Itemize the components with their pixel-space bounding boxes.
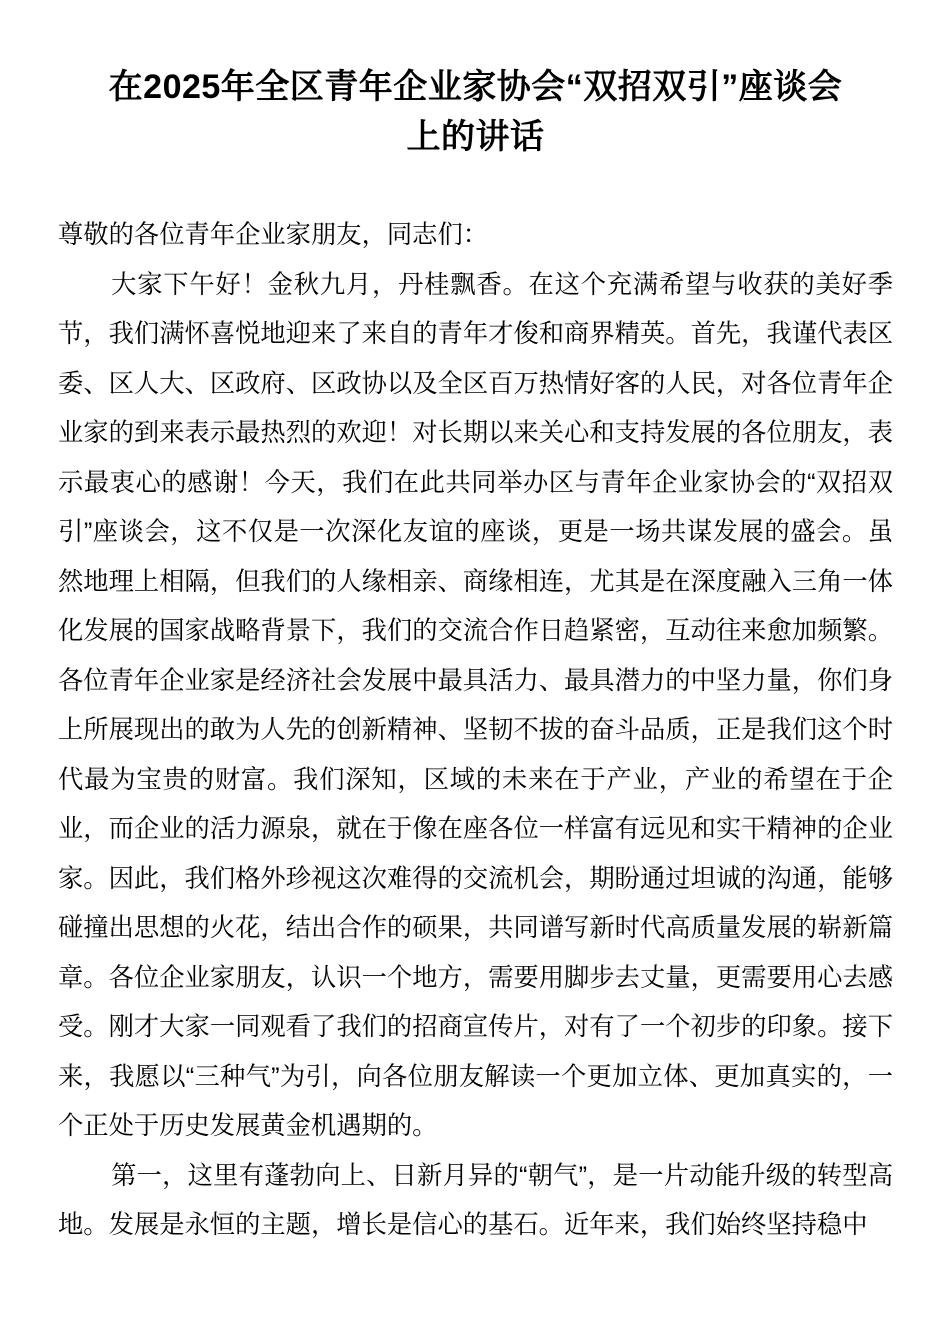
document-body <box>58 211 893 1251</box>
document-title-line-2: 上的讲话 <box>406 118 545 156</box>
document-title-line-1: 在2025年全区青年企业家协会“双招双引”座谈会 <box>108 68 843 106</box>
document-title <box>58 62 893 162</box>
salutation-paragraph: 尊敬的各位青年企业家朋友，同志们： <box>58 221 489 249</box>
opening-paragraph: 大家下午好！金秋九月，丹桂飘香。在这个充满希望与收获的美好季节，我们满怀喜悦地迎来了来自的青年才俊和商界精英。首先，我谨代表区委、区人大、区政府、区政协以及全区百万热情好客的人民，对各位青年企业家的到来表示最热烈的欢迎！对长期以来关心和支持发展的各位朋友，表示最衷心的感谢！今天，我们在此共同举办区与青年企业家协会的“双招双引”座谈会，这不仅是一次深化友谊的座谈，更是一场共谋发展的盛会。虽然地理上相隔，但我们的人缘相亲、商缘相连，尤其是在深度融入三角一体化发展的国家战略背景下，我们的交流合作日趋紧密，互动往来愈加频繁。各位青年企业家是经济社会发展中最具活力、最具潜力的中坚力量，你们身上所展现出的敢为人先的创新精神、坚韧不拔的奋斗品质，正是我们这个时代最为宝贵的财富。我们深知，区域的未来在于产业，产业的希望在于企业，而企业的活力源泉，就在于像在座各位一样富有远见和实干精神的企业家。因此，我们格外珍视这次难得的交流机会，期盼通过坦诚的沟通，能够碰撞出思想的火花，结出合作的硕果，共同谱写新时代高质量发展的崭新篇章。各位企业家朋友，认识一个地方，需要用脚步去丈量，更需要用心去感受。刚才大家一同观看了我们的招商宣传片，对有了一个初步的印象。接下来，我愿以“三种气”为引，向各位朋友解读一个更加立体、更加真实的，一个正处于历史发展黄金机遇期的。 <box>58 270 893 1140</box>
section-one-paragraph: 第一，这里有蓬勃向上、日新月异的“朝气”，是一片动能升级的转型高地。发展是永恒的主题，增长是信心的基石。近年来，我们始终坚持稳中 <box>58 1161 893 1239</box>
